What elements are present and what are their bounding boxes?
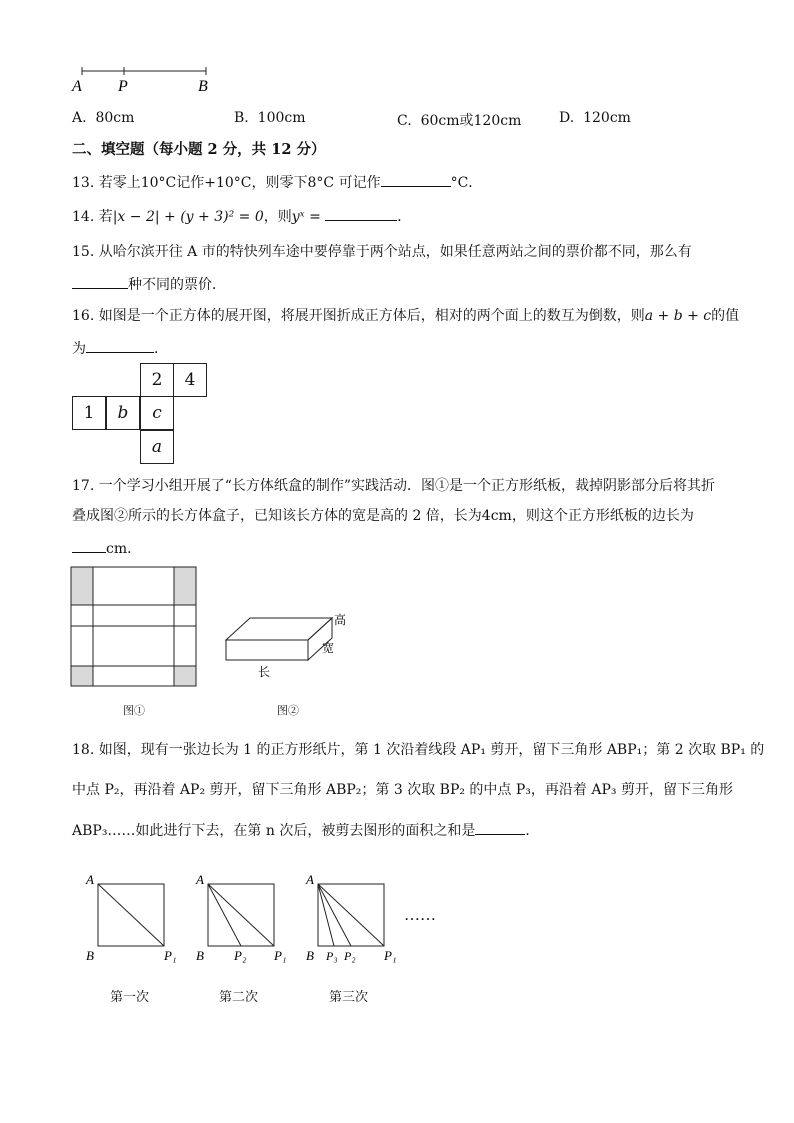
- question-13: 13. 若零上10°C记作+10°C，则零下8°C 可记作 °C．: [72, 172, 482, 193]
- box-height-label: 高: [334, 613, 347, 627]
- option-b: B. 100cm: [234, 110, 306, 126]
- fig3-p2-label: P₂: [344, 949, 356, 963]
- net-face-top-left: 2: [140, 363, 174, 397]
- fig1-a-label: A: [86, 872, 94, 887]
- fig3-a-label: A: [306, 872, 314, 887]
- square-board-figure: [70, 566, 200, 690]
- net-face-top-right: 4: [173, 363, 207, 397]
- fig1-p1-label: P₁: [164, 948, 177, 963]
- figure-2-caption: 图②: [277, 704, 299, 717]
- box-width-label: 宽: [322, 641, 335, 655]
- fig2-b-label: B: [196, 948, 204, 963]
- section-title: 二、填空题（每小题 2 分，共 12 分）: [72, 141, 326, 158]
- point-p-label: P: [118, 78, 128, 95]
- question-18-line1: 18. 如图，现有一张边长为 1 的正方形纸片，第 1 次沿着线段 AP₁ 剪开，留下三角形 ABP₁；第 2 次取 BP₁ 的: [72, 742, 765, 758]
- question-15-line2: 种不同的票价．: [72, 274, 226, 295]
- fig3-p1-label: P₁: [384, 948, 397, 963]
- point-a-label: A: [72, 78, 82, 95]
- cutting-figures: [82, 870, 462, 970]
- option-a: A. 80cm: [72, 110, 135, 126]
- question-14: 14. 若|x − 2| + (y + 3)² = 0，则yˣ = ．: [72, 206, 411, 227]
- net-face-b: b: [106, 396, 140, 430]
- question-18-line3: ABP₃……如此进行下去，在第 n 次后，被剪去图形的面积之和是 ．: [72, 820, 539, 841]
- question-16-line2: 为 ．: [72, 338, 168, 359]
- question-18-line2: 中点 P₂，再沿着 AP₂ 剪开，留下三角形 ABP₂；第 3 次取 BP₂ 的中点 P₃，再沿着 AP₃ 剪开，留下三角形: [72, 782, 733, 798]
- fig2-a-label: A: [196, 872, 204, 887]
- question-17-line1: 17. 一个学习小组开展了“长方体纸盒的制作”实践活动．图①是一个正方形纸板，裁掉阴影部分后将其折: [72, 478, 716, 494]
- fig2-p1-label: P₁: [274, 948, 287, 963]
- option-c: C. 60cm或120cm: [397, 113, 522, 129]
- question-16-line1: 16. 如图是一个正方体的展开图，将展开图折成正方体后，相对的两个面上的数互为倒数，则a + b + c的值: [72, 308, 740, 324]
- caption-third: 第三次: [329, 990, 369, 1005]
- point-b-label: B: [198, 78, 208, 95]
- net-face-c: c: [140, 396, 174, 430]
- net-face-a: a: [140, 430, 174, 464]
- question-17-line2: 叠成图②所示的长方体盒子，已知该长方体的宽是高的 2 倍，长为4cm，则这个正方形纸板的边长为: [72, 508, 694, 524]
- box-figure: [222, 606, 352, 682]
- box-length-label: 长: [258, 665, 271, 679]
- ellipsis: ……: [404, 907, 436, 924]
- question-17-line3: cm．: [72, 538, 141, 559]
- question-15-line1: 15. 从哈尔滨开往 A 市的特快列车途中要停靠于两个站点，如果任意两站之间的票价都不同，那么有: [72, 244, 692, 260]
- net-face-1: 1: [72, 396, 106, 430]
- caption-first: 第一次: [110, 990, 150, 1005]
- segment-figure: [70, 62, 220, 96]
- figure-1-caption: 图①: [123, 704, 145, 717]
- fig2-p2-label: P₂: [234, 948, 247, 963]
- fig3-b-label: B: [306, 948, 314, 963]
- option-d: D. 120cm: [559, 110, 631, 126]
- caption-second: 第二次: [219, 990, 259, 1005]
- fig3-p3-label: P₃: [326, 949, 338, 963]
- fig1-b-label: B: [86, 948, 94, 963]
